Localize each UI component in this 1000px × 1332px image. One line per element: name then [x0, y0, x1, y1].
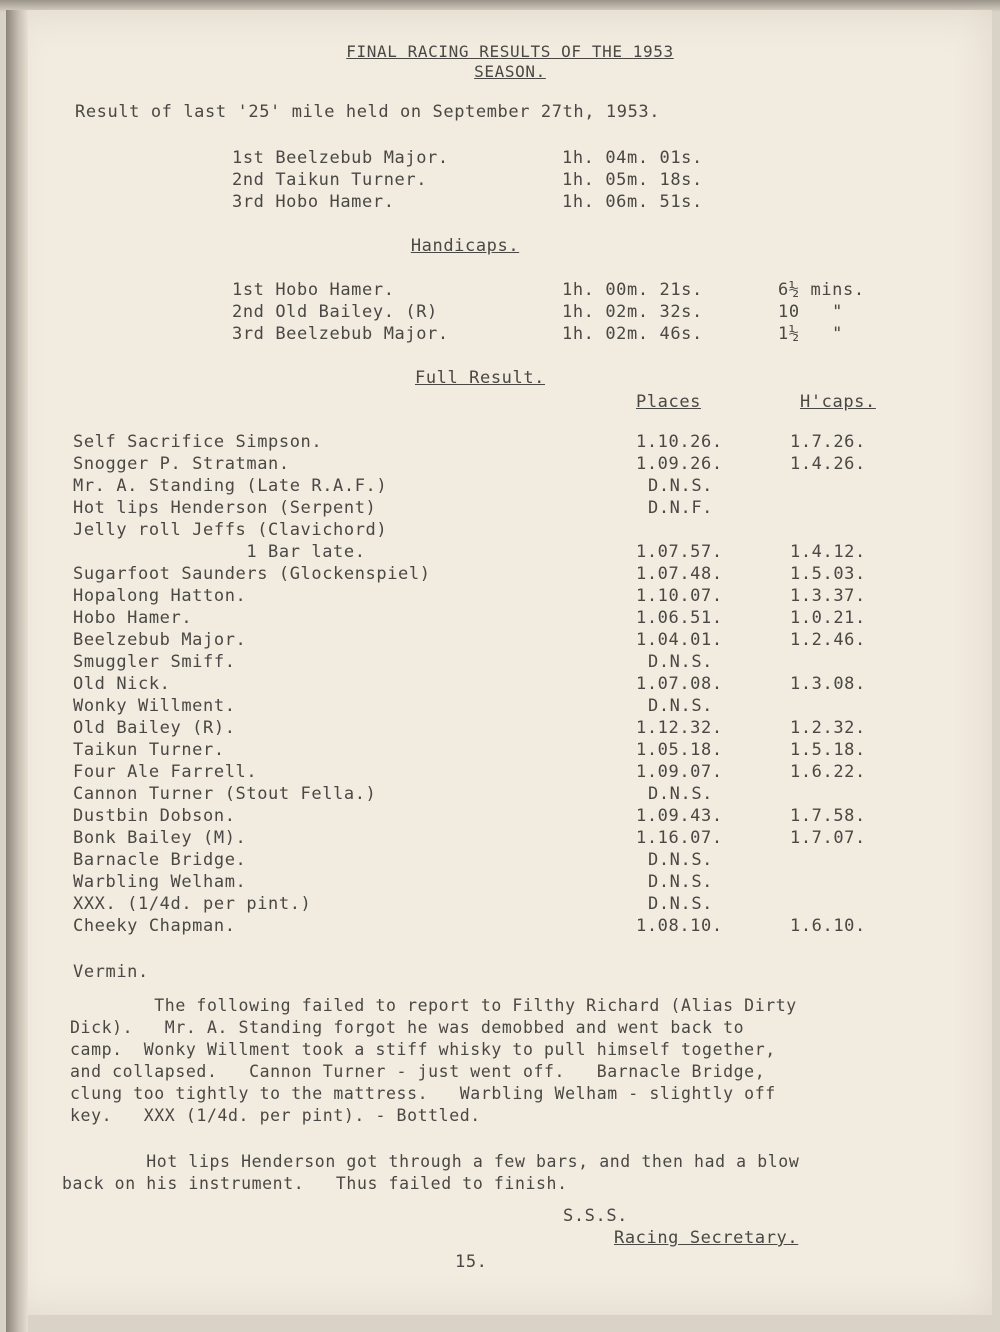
scratch-name: 2nd Taikun Turner.	[232, 170, 428, 190]
result-hcap: 1.3.37.	[790, 586, 866, 606]
result-place: D.N.S.	[648, 850, 714, 870]
result-name: Sugarfoot Saunders (Glockenspiel)	[73, 564, 431, 584]
intro-text: Result of last '25' mile held on September 27th, 1953.	[75, 102, 661, 122]
result-name: Old Bailey (R).	[73, 718, 236, 738]
result-hcap: 1.6.10.	[790, 916, 866, 936]
result-name: Hot lips Henderson (Serpent)	[73, 498, 377, 518]
signature-initials: S.S.S.	[563, 1206, 629, 1226]
result-place: 1.07.08.	[636, 674, 723, 694]
hcaps-column-header: H'caps.	[800, 392, 876, 412]
result-hcap: 1.4.26.	[790, 454, 866, 474]
scratch-name: 1st Beelzebub Major.	[232, 148, 449, 168]
scratch-name: 3rd Hobo Hamer.	[232, 192, 395, 212]
result-hcap: 1.5.18.	[790, 740, 866, 760]
scratch-time: 1h. 06m. 51s.	[562, 192, 703, 212]
paragraph-line: key. XXX (1/4d. per pint). - Bottled.	[70, 1106, 481, 1125]
result-hcap: 1.7.26.	[790, 432, 866, 452]
result-place: 1.08.10.	[636, 916, 723, 936]
result-name: Jelly roll Jeffs (Clavichord)	[73, 520, 388, 540]
result-place: 1.09.43.	[636, 806, 723, 826]
handicap-name: 2nd Old Bailey. (R)	[232, 302, 438, 322]
paragraph-line: clung too tightly to the mattress. Warbling Welham - slightly off	[70, 1084, 776, 1103]
result-name: 1 Bar late.	[73, 542, 366, 562]
result-name: Beelzebub Major.	[73, 630, 247, 650]
scratch-time: 1h. 05m. 18s.	[562, 170, 703, 190]
result-name: Cannon Turner (Stout Fella.)	[73, 784, 377, 804]
handicap-allowance: 10 "	[778, 302, 844, 322]
result-hcap: 1.4.12.	[790, 542, 866, 562]
result-name: XXX. (1/4d. per pint.)	[73, 894, 312, 914]
paragraph-line: Hot lips Henderson got through a few bars, and then had a blow	[62, 1152, 800, 1171]
result-place: 1.07.57.	[636, 542, 723, 562]
result-hcap: 1.5.03.	[790, 564, 866, 584]
paragraph-line: and collapsed. Cannon Turner - just went off. Barnacle Bridge,	[70, 1062, 766, 1081]
paragraph-line: Dick). Mr. A. Standing forgot he was demobbed and went back to	[70, 1018, 745, 1037]
result-place: D.N.S.	[648, 872, 714, 892]
result-hcap: 1.0.21.	[790, 608, 866, 628]
handicaps-title: Handicaps.	[410, 236, 520, 256]
result-name: Barnacle Bridge.	[73, 850, 247, 870]
result-hcap: 1.2.46.	[790, 630, 866, 650]
handicap-allowance: 1½ "	[778, 324, 844, 344]
result-place: 1.10.26.	[636, 432, 723, 452]
result-name: Smuggler Smiff.	[73, 652, 236, 672]
heading-line1: FINAL RACING RESULTS OF THE 1953	[346, 42, 674, 61]
result-place: 1.04.01.	[636, 630, 723, 650]
result-name: Wonky Willment.	[73, 696, 236, 716]
result-place: D.N.F.	[648, 498, 714, 518]
page-binding	[6, 10, 28, 1332]
handicap-time: 1h. 00m. 21s.	[562, 280, 703, 300]
result-name: Old Nick.	[73, 674, 171, 694]
result-hcap: 1.3.08.	[790, 674, 866, 694]
result-place: 1.10.07.	[636, 586, 723, 606]
result-hcap: 1.7.58.	[790, 806, 866, 826]
result-name: Cheeky Chapman.	[73, 916, 236, 936]
result-place: 1.16.07.	[636, 828, 723, 848]
result-place: D.N.S.	[648, 894, 714, 914]
handicap-name: 1st Hobo Hamer.	[232, 280, 395, 300]
result-name: Dustbin Dobson.	[73, 806, 236, 826]
result-name: Snogger P. Stratman.	[73, 454, 290, 474]
handicap-name: 3rd Beelzebub Major.	[232, 324, 449, 344]
result-name: Hopalong Hatton.	[73, 586, 247, 606]
paragraph-line: The following failed to report to Filthy Richard (Alias Dirty	[70, 996, 797, 1015]
result-hcap: 1.6.22.	[790, 762, 866, 782]
result-place: 1.06.51.	[636, 608, 723, 628]
full-result-title: Full Result.	[414, 368, 546, 388]
result-place: 1.09.07.	[636, 762, 723, 782]
result-place: D.N.S.	[648, 696, 714, 716]
result-place: 1.09.26.	[636, 454, 723, 474]
result-name: Warbling Welham.	[73, 872, 247, 892]
paragraph-line: camp. Wonky Willment took a stiff whisky to pull himself together,	[70, 1040, 776, 1059]
result-place: 1.07.48.	[636, 564, 723, 584]
result-hcap: 1.2.32.	[790, 718, 866, 738]
result-name: Taikun Turner.	[73, 740, 225, 760]
handicap-time: 1h. 02m. 46s.	[562, 324, 703, 344]
result-place: 1.12.32.	[636, 718, 723, 738]
handicap-time: 1h. 02m. 32s.	[562, 302, 703, 322]
page-number: 15.	[455, 1252, 488, 1272]
result-place: D.N.S.	[648, 476, 714, 496]
paragraph-line: back on his instrument. Thus failed to finish.	[62, 1174, 568, 1193]
result-place: D.N.S.	[648, 652, 714, 672]
result-place: 1.05.18.	[636, 740, 723, 760]
result-hcap: 1.7.07.	[790, 828, 866, 848]
scratch-time: 1h. 04m. 01s.	[562, 148, 703, 168]
result-name: Four Ale Farrell.	[73, 762, 258, 782]
handicap-allowance: 6½ mins.	[778, 280, 865, 300]
result-name: Self Sacrifice Simpson.	[73, 432, 323, 452]
result-place: D.N.S.	[648, 784, 714, 804]
result-name: Bonk Bailey (M).	[73, 828, 247, 848]
heading-line2: SEASON.	[474, 62, 546, 81]
result-name: Hobo Hamer.	[73, 608, 193, 628]
result-name: Mr. A. Standing (Late R.A.F.)	[73, 476, 388, 496]
places-column-header: Places	[636, 392, 702, 412]
signature-role: Racing Secretary.	[614, 1228, 799, 1248]
vermin-title: Vermin.	[73, 962, 149, 982]
